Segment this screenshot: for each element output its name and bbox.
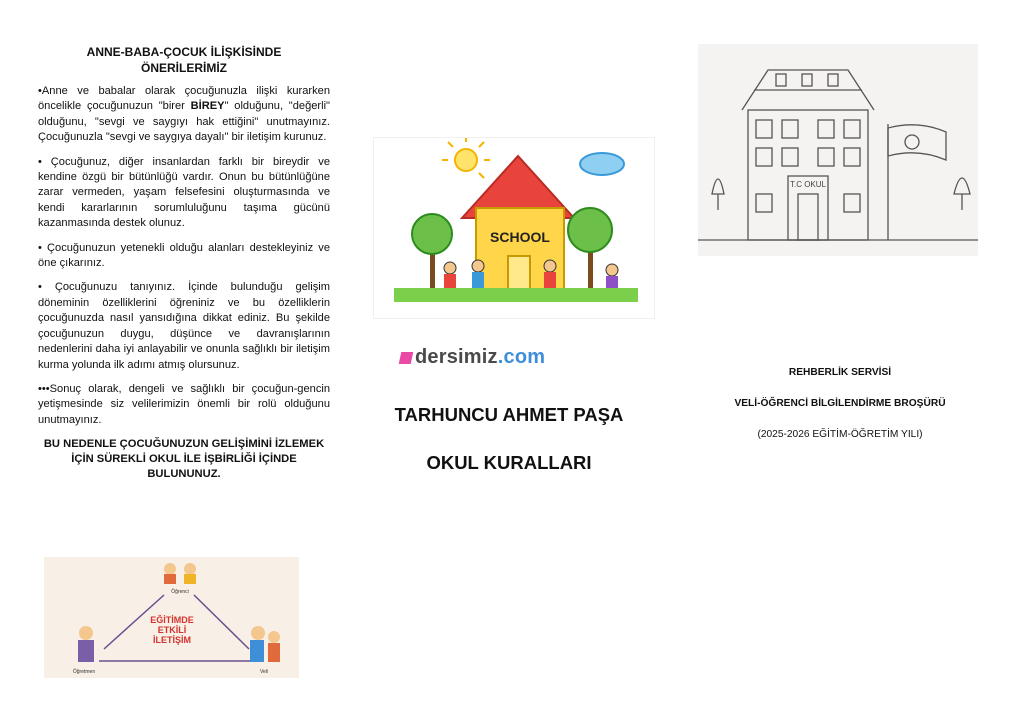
logo-tld: .com bbox=[497, 346, 546, 368]
p1-post: " olduğunu, "değerli" olduğunu, "sevgi ve saygıyı hak ettiğini" unutmayınız. Çocuğunuzla "sevgi ve saygıya dayalı" bir iletişim kurunuz. bbox=[38, 100, 330, 144]
diagram-top-label: Öğrenci bbox=[171, 589, 189, 595]
paragraph-integrity: • Çocuğunuz, diğer insanlardan farklı bir bireydir ve kendine özgü bir bütünlüğü vardır. Onun bu bütünlüğüne zarar vermeden, yaşam felsefesini oluşturmasında ve kendi kararlarının sorumluluğunu taşıma gücünü kazanmasında destek olunuz. bbox=[38, 155, 330, 230]
communication-diagram-image bbox=[44, 557, 299, 678]
school-building-sketch-image bbox=[698, 44, 978, 256]
diagram-center-line1: EĞİTİMDE bbox=[150, 615, 194, 625]
rules-title: OKUL KURALLARI bbox=[426, 452, 592, 473]
left-column bbox=[38, 44, 330, 482]
diagram-left-label: Öğretmen bbox=[72, 669, 96, 675]
paragraph-conclusion: •••Sonuç olarak, dengeli ve sağlıklı bir çocuğun-gencin yetişmesinde siz velilerimizin önemli bir rolü olduğunu unutmayınız. bbox=[38, 382, 330, 426]
diagram-center-line3: İLETİŞİM bbox=[153, 635, 191, 645]
drawing-school-word: SCHOOL bbox=[490, 229, 550, 245]
paragraph-know-child: • Çocuğunuzu tanıyınız. İçinde bulunduğu gelişim döneminin özelliklerini öğreniniz ve bu özelliklerin çocuğunuzda nasıl yansıdığına dikkat ediniz. Bu şekilde çocuğunuzun duygu, düşünce ve davranışlarının nedenlerini daha iyi anlayabilir ve onunla sağlıklı bir iletişim kurma yolunda ilk adımı atmış olursunuz. bbox=[38, 281, 330, 371]
p1-bold: BİREY bbox=[190, 100, 225, 113]
heading-line2: ÖNERİLERİMİZ bbox=[141, 61, 227, 75]
logo-mark-icon bbox=[399, 352, 414, 364]
school-drawing-image bbox=[373, 137, 655, 319]
diagram-right-label: Veli bbox=[259, 669, 269, 675]
building-sign: T.C OKUL bbox=[789, 180, 827, 189]
p1-pre: •Anne ve babalar olarak çocuğunuzla ilişki kurarken öncelikle çocuğunuzun "birer bbox=[38, 85, 330, 113]
brochure-title: VELİ-ÖĞRENCİ BİLGİLENDİRME BROŞÜRÜ bbox=[734, 398, 946, 409]
logo-word: dersimiz bbox=[415, 346, 498, 368]
cooperation-note: BU NEDENLE ÇOCUĞUNUZUN GELİŞİMİNİ İZLEMEK İÇİN SÜREKLİ OKUL İLE İŞBİRLİĞİ İÇİNDE BULUNUNUZ. bbox=[43, 438, 325, 481]
guidance-service-label: REHBERLİK SERVİSİ bbox=[788, 367, 892, 378]
diagram-center-line2: ETKİLİ bbox=[157, 625, 187, 635]
paragraph-individual bbox=[38, 84, 330, 146]
paragraph-talents: • Çocuğunuzun yetenekli olduğu alanları destekleyiniz ve öne çıkarınız. bbox=[38, 241, 330, 270]
heading-line1: ANNE-BABA-ÇOCUK İLİŞKİSİNDE bbox=[86, 45, 282, 59]
academic-year: (2025-2026 EĞİTİM-ÖĞRETİM YILI) bbox=[757, 429, 923, 440]
school-name: TARHUNCU AHMET PAŞA bbox=[394, 404, 624, 425]
dersimiz-logo bbox=[400, 346, 545, 369]
